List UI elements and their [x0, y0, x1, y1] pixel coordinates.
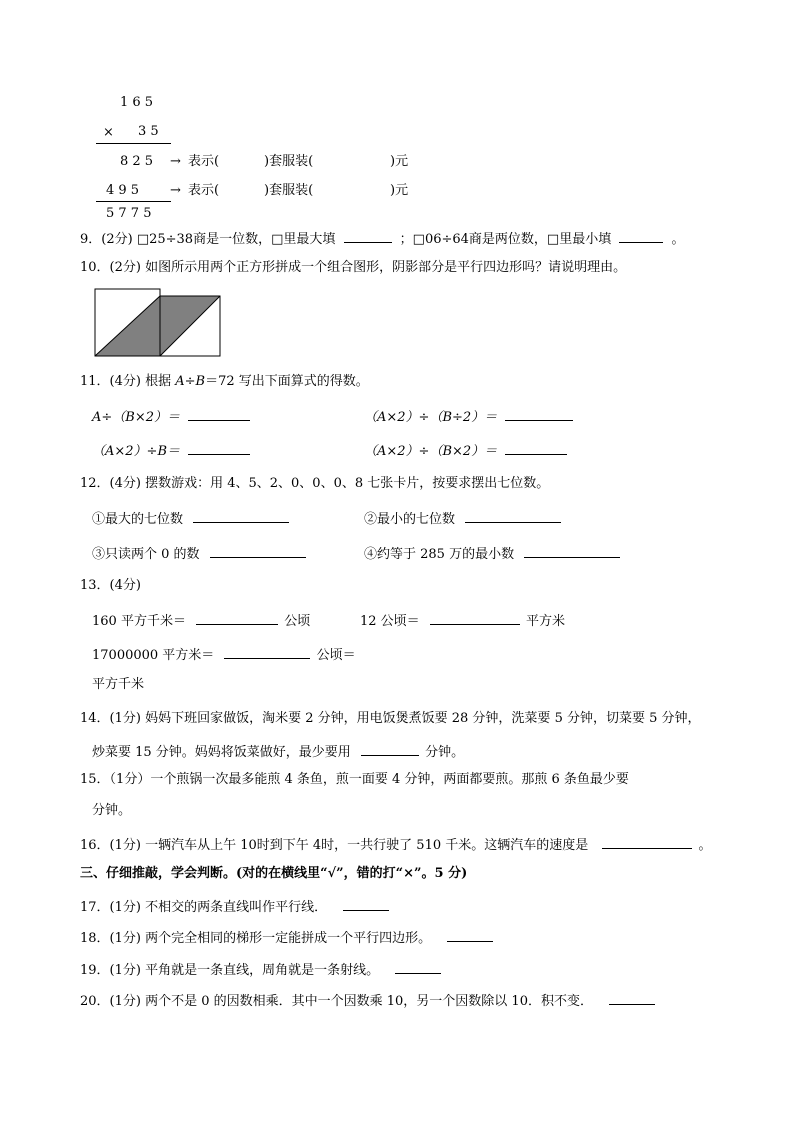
answer-blank[interactable] — [609, 992, 655, 1005]
mult-second: 3 5 — [138, 124, 159, 139]
q12-i3: ③只读两个 0 的数 — [92, 547, 200, 562]
question-20 — [80, 992, 655, 1008]
q12-item-4 — [364, 545, 620, 561]
q11-expr-3 — [92, 442, 250, 458]
mult-note-c: )元 — [390, 183, 409, 198]
q13-a1u: 公顷 — [284, 614, 311, 629]
q14-l2b: 分钟。 — [425, 745, 465, 760]
mult-top: 1 6 5 — [120, 95, 154, 110]
answer-blank[interactable] — [344, 230, 392, 243]
answer-blank[interactable] — [210, 545, 306, 558]
answer-blank[interactable] — [343, 898, 389, 911]
q13-a1: 160 平方千米＝ — [92, 614, 186, 629]
answer-blank[interactable] — [196, 612, 278, 625]
answer-blank[interactable] — [361, 743, 419, 756]
answer-blank[interactable] — [447, 929, 493, 942]
mult-note-a: 表示( — [188, 183, 220, 198]
q19-text: 19．(1分) 平角就是一条直线，周角就是一条射线。 — [80, 963, 380, 978]
q12-item-2 — [364, 510, 561, 526]
q11-stem-a: 11．(4分) 根据 — [80, 374, 176, 389]
squares-figure — [94, 288, 222, 358]
answer-blank[interactable] — [602, 836, 692, 849]
mult-note-c: )元 — [390, 154, 409, 169]
q13-item-2 — [360, 612, 565, 628]
question-14-line-2 — [92, 743, 464, 759]
q13-a2u: 平方米 — [525, 614, 565, 629]
q9-end: 。 — [671, 232, 685, 247]
q11-e3: （A×2）÷B＝ — [92, 444, 180, 459]
mult-result: 5 7 7 5 — [106, 206, 152, 221]
arrow-icon: → — [170, 183, 181, 198]
question-14-line-1: 14．(1分) 妈妈下班回家做饭，淘米要 2 分钟，用电饭煲煮饭要 28 分钟，洗菜要 5 分钟，切菜要 5 分钟， — [80, 711, 701, 726]
q14-l2a: 炒菜要 15 分钟。妈妈将饭菜做好，最少要用 — [92, 745, 351, 760]
answer-blank[interactable] — [395, 961, 441, 974]
question-15-line-2: 分钟。 — [92, 803, 132, 818]
q11-e4: （A×2）÷（B×2）＝ — [364, 444, 498, 459]
times-sign: × — [103, 125, 114, 140]
mult-note-b: )套服装( — [264, 154, 314, 169]
answer-blank[interactable] — [505, 442, 567, 455]
q9-part1: 9．(2分) □25÷38商是一位数，□里最大填 — [80, 232, 336, 247]
q12-i2: ②最小的七位数 — [364, 512, 456, 527]
arrow-icon: → — [170, 154, 181, 169]
question-12: 12．(4分) 摆数游戏：用 4、5、2、0、0、0、8 七张卡片，按要求摆出七位数。 — [80, 476, 550, 491]
mult-note-b: )套服装( — [264, 183, 314, 198]
q11-stem-eq: A÷B — [175, 374, 206, 389]
q16-text: 16．(1分) 一辆汽车从上午 10时到下午 4时，一共行驶了 510 千米。这辆汽车的速度是 — [80, 838, 589, 853]
question-18 — [80, 929, 493, 945]
q20-text: 20．(1分) 两个不是 0 的因数相乘．其中一个因数乘 10，另一个因数除以 10．积不变． — [80, 994, 593, 1009]
q16-end: 。 — [698, 838, 712, 853]
section-3-heading: 三、仔细推敲，学会判断。(对的在横线里“√”，错的打“×”。5 分) — [80, 866, 468, 881]
q11-expr-2 — [364, 408, 573, 424]
q13-item-3-tail: 平方千米 — [92, 677, 145, 692]
q13-item-1 — [92, 612, 310, 628]
q12-item-3 — [92, 545, 306, 561]
q12-item-1 — [92, 510, 289, 526]
answer-blank[interactable] — [430, 612, 520, 625]
q13-a3u: 公顷＝ — [316, 648, 356, 663]
q11-e2: （A×2）÷（B÷2）＝ — [364, 410, 498, 425]
mult-line-2 — [96, 201, 171, 202]
question-13: 13．(4分) — [80, 578, 141, 593]
mult-row2: 4 9 5 — [106, 183, 140, 198]
mult-row1: 8 2 5 — [120, 154, 154, 169]
q11-e1: A÷（B×2）＝ — [92, 410, 180, 425]
question-19 — [80, 961, 441, 977]
answer-blank[interactable] — [188, 442, 250, 455]
q18-text: 18．(1分) 两个完全相同的梯形一定能拼成一个平行四边形。 — [80, 931, 432, 946]
answer-blank[interactable] — [188, 408, 250, 421]
answer-blank[interactable] — [224, 646, 310, 659]
question-17 — [80, 898, 389, 914]
q13-item-3 — [92, 646, 356, 662]
q12-i1: ①最大的七位数 — [92, 512, 184, 527]
q9-part2: ；□06÷64商是两位数，□里最小填 — [399, 232, 612, 247]
mult-line-1 — [96, 143, 171, 144]
question-10: 10．(2分) 如图所示用两个正方形拼成一个组合图形，阴影部分是平行四边形吗？请说明理由。 — [80, 260, 627, 275]
answer-blank[interactable] — [524, 545, 620, 558]
q12-i4: ④约等于 285 万的最小数 — [364, 547, 515, 562]
question-16 — [80, 836, 712, 852]
q11-expr-1 — [92, 408, 250, 424]
shaded-parallelogram — [95, 296, 220, 356]
answer-blank[interactable] — [505, 408, 573, 421]
question-11 — [80, 375, 369, 388]
answer-blank[interactable] — [619, 230, 663, 243]
q17-text: 17．(1分) 不相交的两条直线叫作平行线． — [80, 900, 328, 915]
q13-a2: 12 公顷＝ — [360, 614, 420, 629]
q13-a3: 17000000 平方米＝ — [92, 648, 215, 663]
q11-expr-4 — [364, 442, 567, 458]
question-15-line-1: 15．（1分）一个煎锅一次最多能煎 4 条鱼，煎一面要 4 分钟，两面都要煎。那煎 6 条鱼最少要 — [80, 772, 629, 787]
mult-note-a: 表示( — [188, 154, 220, 169]
q11-stem-b: ＝72 写出下面算式的得数。 — [205, 374, 369, 389]
answer-blank[interactable] — [193, 510, 289, 523]
question-9 — [80, 230, 685, 246]
answer-blank[interactable] — [465, 510, 561, 523]
